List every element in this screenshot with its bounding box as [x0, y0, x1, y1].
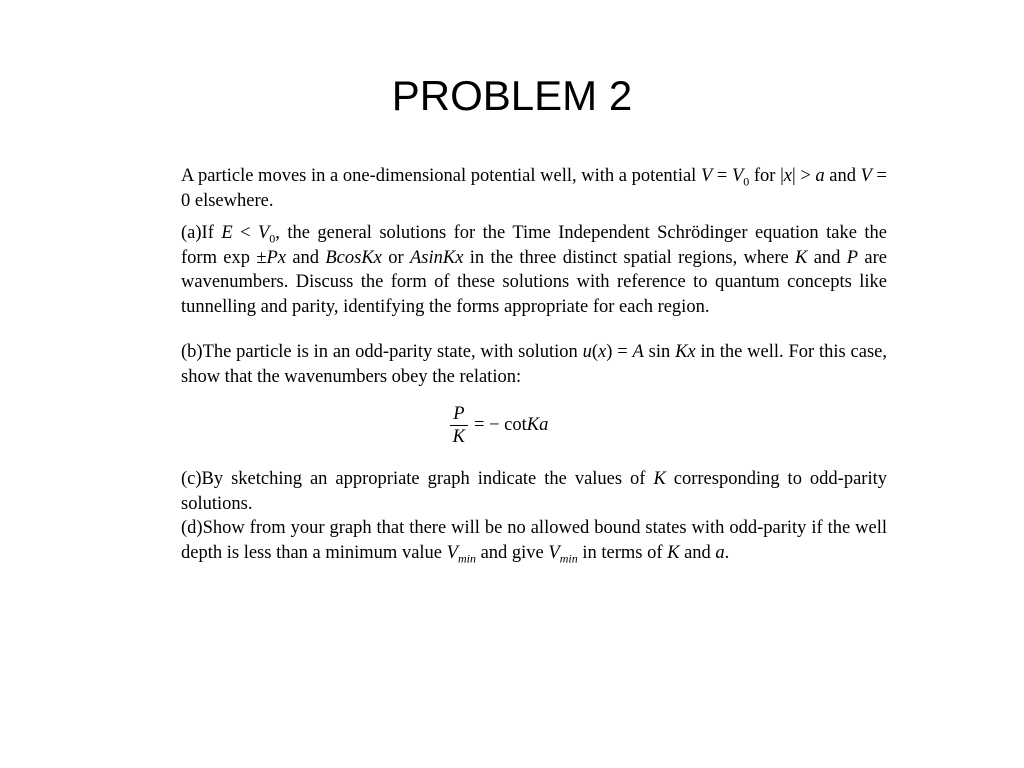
part-a-paragraph: (a)If $E < V_0$, the general solutions for the Time Independent Schrödinger equation take the form exp ±Px and BcosKx or AsinKx in the three distinct spatial regions, where K and P are wavenumbers. Discuss the form of these solutions with reference to quantum concepts like tunnelling and parity, identifying the forms appropriate for each region. [181, 223, 887, 317]
fraction [450, 403, 468, 448]
intro-paragraph: A particle moves in a one-dimensional potential well, with a potential $V = V_0$ for |x| > a and V = 0 elsewhere. [181, 166, 887, 211]
equation-rhs: = − cot [474, 414, 527, 435]
equation-rhs-variable: Ka [526, 414, 549, 435]
fraction-numerator: P [453, 403, 465, 424]
slide-title: PROBLEM 2 [391, 72, 633, 119]
part-c-paragraph: (c)By sketching an appropriate graph indicate the values of K corresponding to odd-parity solutions. [181, 469, 887, 514]
fraction-denominator: K [452, 426, 466, 447]
wavenumber-relation-equation [181, 397, 887, 453]
part-b-paragraph: (b)The particle is in an odd-parity state, with solution u(x) = A sin Kx in the well. For this case, show that the wavenumbers obey the relation: [181, 342, 887, 387]
problem-text [181, 164, 887, 565]
part-d-paragraph: (d)Show from your graph that there will be no allowed bound states with odd-parity if the well depth is less than a minimum value $V_{min}$ and give $V_{min}$ in terms of K and a. [181, 518, 887, 566]
